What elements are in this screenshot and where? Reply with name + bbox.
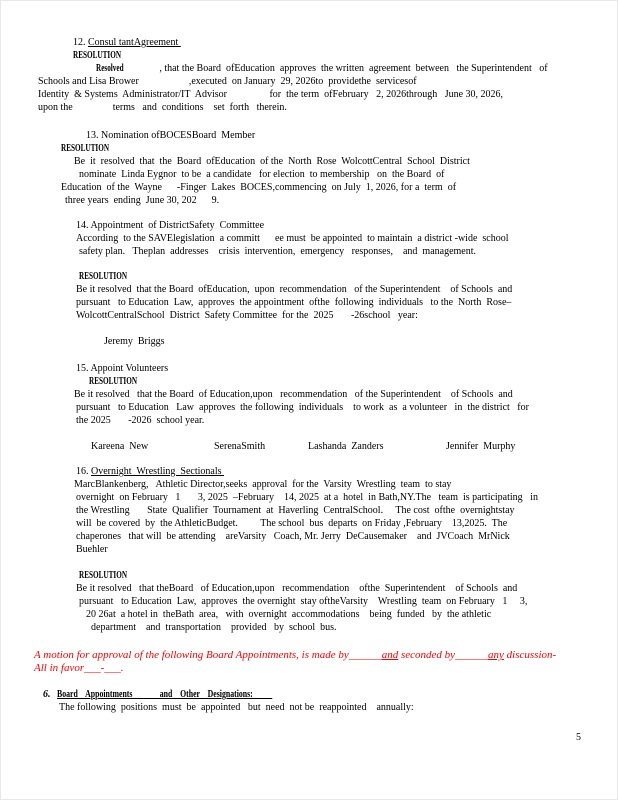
item-12-number: 12. bbox=[73, 37, 88, 48]
motion-blank: ______ bbox=[348, 649, 382, 661]
item-16-number: 16. bbox=[76, 466, 91, 477]
resolution-label: RESOLUTION bbox=[61, 143, 110, 154]
motion-blank: ______ bbox=[455, 649, 489, 661]
section-consultant-agreement bbox=[1, 36, 617, 114]
item-14-text-line: WolcottCentralSchool District Safety Committee for the 2025 -26school year: bbox=[76, 310, 418, 321]
item-16-text-line: pursuant to Education Law, approves the overnight stay oftheVarsity Wrestling team on February 1 3, bbox=[79, 596, 528, 607]
motion-text: A motion for approval of the following Board Appointments, is made by bbox=[34, 649, 349, 661]
section-boces-nomination bbox=[1, 129, 617, 207]
item-6-heading bbox=[1, 688, 617, 701]
motion-text: seconded by bbox=[398, 649, 456, 661]
section-wrestling-sectionals bbox=[1, 465, 617, 556]
motion-text: and bbox=[381, 649, 399, 661]
item-6-number: 6. bbox=[43, 689, 51, 700]
section-wrestling-resolution bbox=[1, 569, 617, 634]
item-16-text-line: chaperones that will be attending areVarsity Coach, Mr. Jerry DeCausemaker and JVCoach MrNick bbox=[76, 531, 510, 542]
item-13-text-line: Education of the Wayne -Finger Lakes BOCES,commencing on July 1, 2026, for a term of bbox=[61, 182, 457, 193]
item-12-resolution-label bbox=[1, 49, 617, 62]
motion-line-2: All in favor___-___. bbox=[34, 662, 124, 674]
item-15-heading: 15. Appoint Volunteers bbox=[76, 363, 169, 374]
item-16-text-line: Buehler bbox=[76, 544, 108, 555]
item-6-title: Board Appointments and Other Designations: bbox=[56, 689, 272, 700]
volunteer-name: SerenaSmith bbox=[214, 441, 266, 452]
section-appoint-volunteers bbox=[1, 362, 617, 427]
item-16-text-line: Be it resolved that theBoard of Education,upon recommendation ofthe Superintendent of Schools and bbox=[76, 583, 518, 594]
item-12-heading bbox=[1, 36, 617, 49]
item-12-text: , that the Board ofEducation approves the written agreement between the Superintendent of bbox=[134, 63, 548, 74]
volunteer-name: Jennifer Murphy bbox=[446, 441, 516, 452]
section-safety-committee-resolution bbox=[1, 270, 617, 322]
item-14-text-line: According to the SAVElegislation a committ ee must be appointed to maintain a district -wide school bbox=[76, 233, 509, 244]
item-15-text-line: the 2025 -2026 school year. bbox=[76, 415, 205, 426]
item-16-text-line: overnight on February 1 3, 2025 –February 14, 2025 at a hotel in Bath,NY.The team is participating in bbox=[76, 492, 538, 503]
item-14-resolution-label bbox=[1, 270, 617, 283]
item-15-text-line: Be it resolved that the Board of Education,upon recommendation of the Superintendent of Schools and bbox=[74, 389, 513, 400]
item-16-text-line: department and transportation provided by school bus. bbox=[91, 622, 337, 633]
volunteer-names-row bbox=[1, 440, 617, 453]
item-12-text-line bbox=[1, 62, 617, 75]
item-13-heading: 13. Nomination ofBOCESBoard Member bbox=[86, 130, 256, 141]
section-volunteer-names bbox=[1, 440, 617, 453]
item-16-heading bbox=[1, 465, 617, 478]
section-safety-committee-intro bbox=[1, 219, 617, 258]
item-13-text-line: three years ending June 30, 202 9. bbox=[65, 195, 220, 206]
appointee-name: Jeremy Briggs bbox=[104, 336, 165, 347]
resolution-label: RESOLUTION bbox=[79, 570, 128, 581]
page-number: 5 bbox=[576, 732, 581, 743]
item-13-text-line: nominate Linda Eygnor to be a candidate for election to membership on the Board of bbox=[79, 169, 445, 180]
item-12-text-line: upon the terms and conditions set forth therein. bbox=[38, 102, 287, 113]
item-14-heading: 14. Appointment of DistrictSafety Committee bbox=[76, 220, 265, 231]
item-6-text-line: The following positions must be appointed but need not be reappointed annually: bbox=[59, 702, 414, 713]
item-14-text-line: safety plan. Theplan addresses crisis intervention, emergency responses, and management. bbox=[79, 246, 477, 257]
volunteer-name: Kareena New bbox=[91, 441, 149, 452]
item-13-resolution-label bbox=[1, 142, 617, 155]
item-12-text-line: Schools and Lisa Brower ,executed on January 29, 2026to providethe servicesof bbox=[38, 76, 417, 87]
motion-text: discussion- bbox=[503, 649, 557, 661]
motion-line-1 bbox=[1, 649, 617, 662]
motion-text: any bbox=[488, 649, 504, 661]
resolution-label: RESOLUTION bbox=[79, 271, 128, 282]
volunteer-name: Lashanda Zanders bbox=[308, 441, 384, 452]
item-12-text-line: Identity & Systems Administrator/IT Advisor for the term ofFebruary 2, 2026through June 30, 2026, bbox=[38, 89, 504, 100]
item-15-resolution-label bbox=[1, 375, 617, 388]
item-16-title: Overnight Wrestling Sectionals bbox=[91, 466, 225, 477]
item-16-text-line: will be covered by the AthleticBudget. The school bus departs on Friday ,February 13,2025. The bbox=[76, 518, 508, 529]
item-16-text-line: the Wrestling State Qualifier Tournament at Haverling CentralSchool. The cost ofthe overnightstay bbox=[76, 505, 515, 516]
item-13-text-line: Be it resolved that the Board ofEducation of the North Rose WolcottCentral School District bbox=[74, 156, 470, 167]
resolved-word: Resolved bbox=[96, 63, 124, 74]
item-14-text-line: Be it resolved that the Board ofEducation, upon recommendation of the Superintendent of Schools and bbox=[76, 284, 513, 295]
motion-for-approval bbox=[1, 649, 617, 675]
section-safety-committee-appointee bbox=[1, 335, 617, 348]
resolution-label: RESOLUTION bbox=[89, 376, 138, 387]
item-15-text-line: pursuant to Education Law approves the following individuals to work as a volunteer in the district for bbox=[76, 402, 529, 413]
item-16-text-line: MarcBlankenberg, Athletic Director,seeks approval for the Varsity Wrestling team to stay bbox=[74, 479, 452, 490]
section-board-appointments bbox=[1, 688, 617, 714]
item-14-text-line: pursuant to Education Law, approves the appointment ofthe following individuals to the North Rose– bbox=[76, 297, 512, 308]
item-12-title: Consul tantAgreement bbox=[88, 37, 181, 48]
item-16-resolution-label bbox=[1, 569, 617, 582]
resolution-label: RESOLUTION bbox=[73, 50, 122, 61]
item-16-text-line: 20 26at a hotel in theBath area, with overnight accommodations being funded by the athletic bbox=[86, 609, 492, 620]
